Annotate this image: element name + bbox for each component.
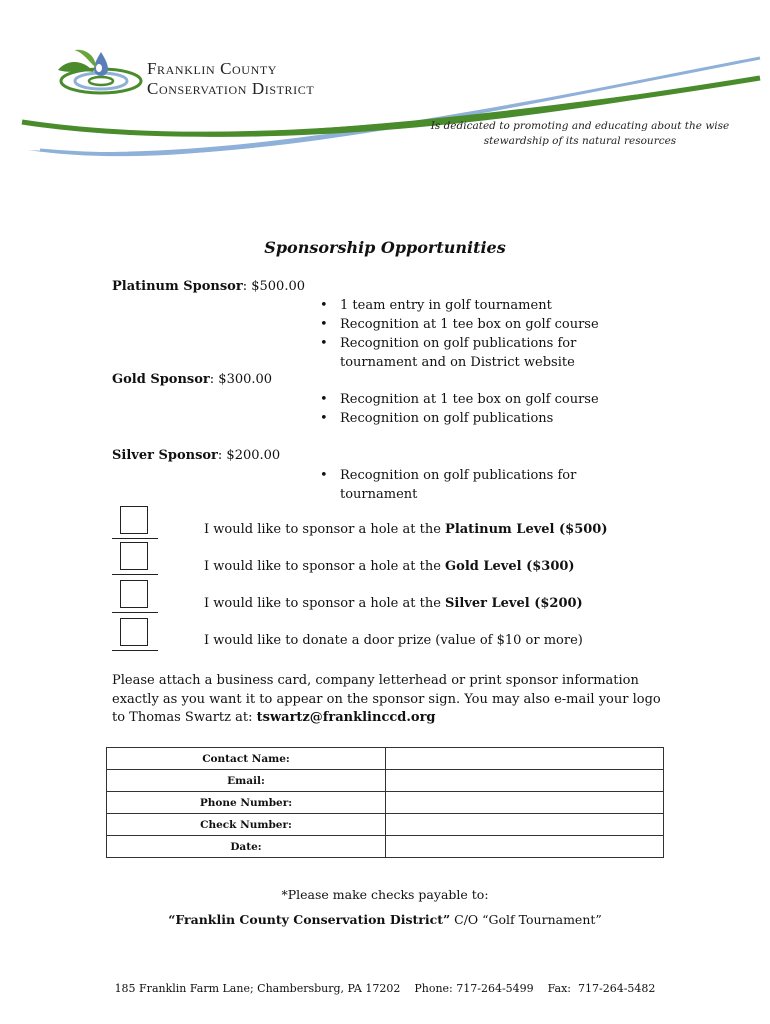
platinum-level-checkbox[interactable] [120,506,148,534]
table-row [107,814,664,836]
list-item: • Recognition on golf publications for tournament [320,466,620,504]
level-price: : $500.00 [242,279,305,294]
option-level: Gold Level ($300) [445,559,575,574]
divider [112,538,158,539]
list-item: • Recognition on golf publications [320,409,620,428]
email-field[interactable] [386,770,664,792]
phone-number-field[interactable] [386,792,664,814]
gold-level-checkbox[interactable] [120,542,148,570]
list-item: • Recognition at 1 tee box on golf course [320,390,620,409]
list-item: • Recognition at 1 tee box on golf course [320,315,620,334]
gold-sponsor-label [112,372,272,387]
contact-email-link[interactable]: tswartz@franklinccd.org [256,710,436,725]
contact-table [106,747,664,858]
divider [112,612,158,613]
tagline-line1: Is dedicated to promoting and educating about the wise [430,120,730,132]
list-item: • 1 team entry in golf tournament [320,296,620,315]
footer-address: 185 Franklin Farm Lane; Chambersburg, PA 17202 Phone: 717-264-5499 Fax: 717-264-5482 [114,982,656,995]
silver-level-checkbox[interactable] [120,580,148,608]
option-door-prize [204,633,583,648]
level-name: Silver Sponsor [112,448,218,463]
org-name-line2: Conservation District [147,79,315,98]
level-name: Platinum Sponsor [112,279,243,294]
silver-benefits [320,466,620,504]
attach-text: Please attach a business card, company letterhead or print sponsor information exactly as you want it to appear on the sponsor sign. You may also e-mail your logo to Thomas Swartz at: [112,673,661,725]
field-label: Date: [107,836,386,858]
option-text: I would like to donate a door prize (value of $10 or more) [204,633,583,648]
divider [112,650,158,651]
tagline-line2: stewardship of its natural resources [483,135,677,147]
divider [112,574,158,575]
gold-benefits [320,390,620,428]
option-gold [204,559,575,574]
table-row [107,792,664,814]
date-field[interactable] [386,836,664,858]
level-price: : $200.00 [217,448,281,463]
payee-memo: C/O “Golf Tournament” [450,912,602,927]
platinum-sponsor-label [112,279,305,294]
option-level: Platinum Level ($500) [445,522,608,537]
option-text: I would like to sponsor a hole at the [204,522,446,537]
option-silver [204,596,583,611]
level-price: : $300.00 [209,372,273,387]
check-number-field[interactable] [386,814,664,836]
silver-sponsor-label [112,448,280,463]
payee [0,912,770,927]
leaf-drop-icon [52,48,144,102]
checks-note: *Please make checks payable to: [281,887,489,902]
table-row [107,748,664,770]
field-label: Phone Number: [107,792,386,814]
option-level: Silver Level ($200) [445,596,583,611]
field-label: Contact Name: [107,748,386,770]
level-name: Gold Sponsor [112,372,210,387]
org-name-line1: Franklin County [147,59,278,78]
tagline [400,119,760,149]
field-label: Check Number: [107,814,386,836]
table-row [107,836,664,858]
payee-name: “Franklin County Conservation District” [168,912,451,927]
platinum-benefits [320,296,620,372]
table-row [107,770,664,792]
attach-instructions [112,672,672,728]
field-label: Email: [107,770,386,792]
option-platinum [204,522,608,537]
contact-name-field[interactable] [386,748,664,770]
door-prize-checkbox[interactable] [120,618,148,646]
option-text: I would like to sponsor a hole at the [204,596,446,611]
option-text: I would like to sponsor a hole at the [204,559,446,574]
page-title: Sponsorship Opportunities [264,238,506,257]
org-name [147,59,314,99]
list-item: • Recognition on golf publications for tournament and on District website [320,334,620,372]
